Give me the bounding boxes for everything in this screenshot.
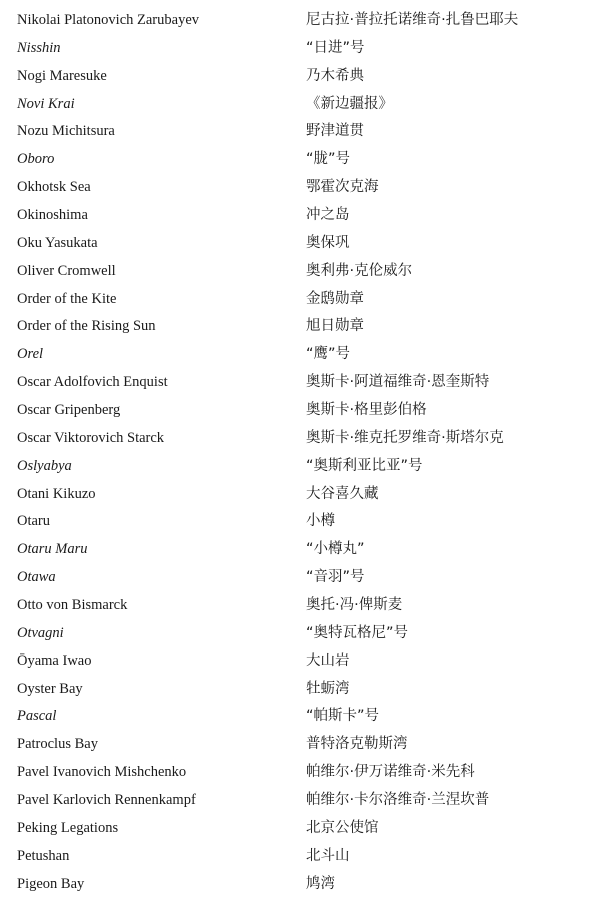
chinese-translation: “音羽”号 [306, 569, 365, 586]
english-term: Peking Legations [17, 819, 119, 836]
chinese-translation: “鹰”号 [306, 346, 351, 363]
glossary-row [0, 565, 596, 593]
chinese-translation: “胧”号 [306, 151, 351, 168]
glossary-row [0, 677, 596, 705]
english-term: Oscar Viktorovich Starck [17, 429, 165, 446]
chinese-translation: 大谷喜久藏 [306, 485, 379, 502]
chinese-translation: “日进”号 [306, 39, 365, 56]
glossary-row [0, 732, 596, 760]
chinese-translation: 帕维尔·伊万诺维奇·米先科 [306, 764, 475, 781]
chinese-translation: 北斗山 [306, 847, 350, 864]
glossary-row [0, 760, 596, 788]
english-term: Oscar Adolfovich Enquist [17, 374, 168, 391]
chinese-translation: 奥托·冯·俾斯麦 [306, 597, 403, 614]
glossary-row [0, 64, 596, 92]
chinese-translation: “奥特瓦格尼”号 [306, 624, 409, 641]
english-term: Pavel Ivanovich Mishchenko [17, 764, 187, 781]
chinese-translation: 金鸱勋章 [306, 290, 364, 307]
english-term: Patroclus Bay [17, 736, 98, 753]
glossary-row [0, 872, 596, 900]
chinese-translation: “奥斯利亚比亚”号 [306, 457, 423, 474]
english-term: Otawa [17, 569, 56, 586]
glossary-row [0, 649, 596, 677]
english-term: Novi Krai [17, 95, 75, 112]
glossary-row [0, 370, 596, 398]
english-term: Orel [17, 346, 44, 363]
chinese-translation: 冲之岛 [306, 207, 350, 224]
english-term: Order of the Rising Sun [17, 318, 156, 335]
chinese-translation: 奥保巩 [306, 234, 350, 251]
english-term: Pigeon Bay [17, 875, 85, 892]
glossary-row [0, 342, 596, 370]
english-term: Otvagni [17, 624, 64, 641]
glossary-row [0, 426, 596, 454]
chinese-translation: 野津道贯 [306, 123, 364, 140]
chinese-translation: 旭日勋章 [306, 318, 364, 335]
glossary-row [0, 119, 596, 147]
glossary-row [0, 259, 596, 287]
glossary-row [0, 314, 596, 342]
glossary-row [0, 398, 596, 426]
english-term: Otani Kikuzo [17, 485, 96, 502]
glossary-row [0, 203, 596, 231]
chinese-translation: 鸠湾 [306, 875, 335, 892]
chinese-translation: 奥斯卡·格里彭伯格 [306, 402, 427, 419]
english-term: Petushan [17, 847, 70, 864]
english-term: Nikolai Platonovich Zarubayev [17, 12, 200, 28]
english-term: Pavel Karlovich Rennenkampf [17, 792, 196, 809]
chinese-translation: 普特洛克勒斯湾 [306, 736, 408, 753]
glossary-row [0, 92, 596, 120]
glossary-row [0, 147, 596, 175]
english-term: Pascal [17, 708, 57, 725]
chinese-translation: 奥利弗·克伦威尔 [306, 262, 413, 279]
english-term: Nozu Michitsura [17, 123, 115, 140]
glossary-row [0, 36, 596, 64]
english-term: Oliver Cromwell [17, 262, 116, 279]
chinese-translation: 奥斯卡·维克托罗维奇·斯塔尔克 [306, 429, 504, 446]
english-term: Oboro [17, 151, 55, 168]
english-term: Oku Yasukata [17, 234, 98, 251]
glossary-row [0, 816, 596, 844]
chinese-translation: 乃木希典 [306, 67, 364, 84]
glossary-row [0, 287, 596, 315]
glossary-row [0, 482, 596, 510]
glossary-row [0, 621, 596, 649]
chinese-translation: 小樽 [306, 513, 335, 530]
english-term: Okinoshima [17, 207, 88, 224]
english-term: Otaru Maru [17, 541, 88, 558]
english-term: Order of the Kite [17, 290, 117, 307]
english-term: Ōyama Iwao [17, 652, 92, 669]
glossary-row [0, 844, 596, 872]
chinese-translation: 帕维尔·卡尔洛维奇·兰涅坎普 [306, 792, 490, 809]
glossary-row [0, 454, 596, 482]
glossary-row [0, 704, 596, 732]
chinese-translation: “小樽丸” [306, 541, 365, 558]
chinese-translation: 鄂霍次克海 [306, 179, 379, 196]
english-term: Oscar Gripenberg [17, 402, 121, 419]
chinese-translation: 尼古拉·普拉托诺维奇·扎鲁巴耶夫 [306, 12, 519, 28]
english-term: Otto von Bismarck [17, 597, 128, 614]
chinese-translation: 大山岩 [306, 652, 350, 669]
glossary-row [0, 8, 596, 36]
english-term: Nogi Maresuke [17, 67, 107, 84]
chinese-translation: 牡蛎湾 [306, 680, 350, 697]
glossary-list [0, 8, 596, 900]
chinese-translation: 《新边疆报》 [306, 95, 393, 112]
english-term: Nisshin [17, 39, 61, 56]
english-term: Otaru [17, 513, 51, 530]
glossary-row [0, 175, 596, 203]
glossary-row [0, 788, 596, 816]
glossary-row [0, 509, 596, 537]
english-term: Okhotsk Sea [17, 179, 91, 196]
english-term: Oyster Bay [17, 680, 83, 697]
glossary-row [0, 231, 596, 259]
chinese-translation: 奥斯卡·阿道福维奇·恩奎斯特 [306, 374, 490, 391]
glossary-row [0, 593, 596, 621]
chinese-translation: “帕斯卡”号 [306, 708, 380, 725]
english-term: Oslyabya [17, 457, 72, 474]
chinese-translation: 北京公使馆 [306, 819, 379, 836]
glossary-row [0, 537, 596, 565]
